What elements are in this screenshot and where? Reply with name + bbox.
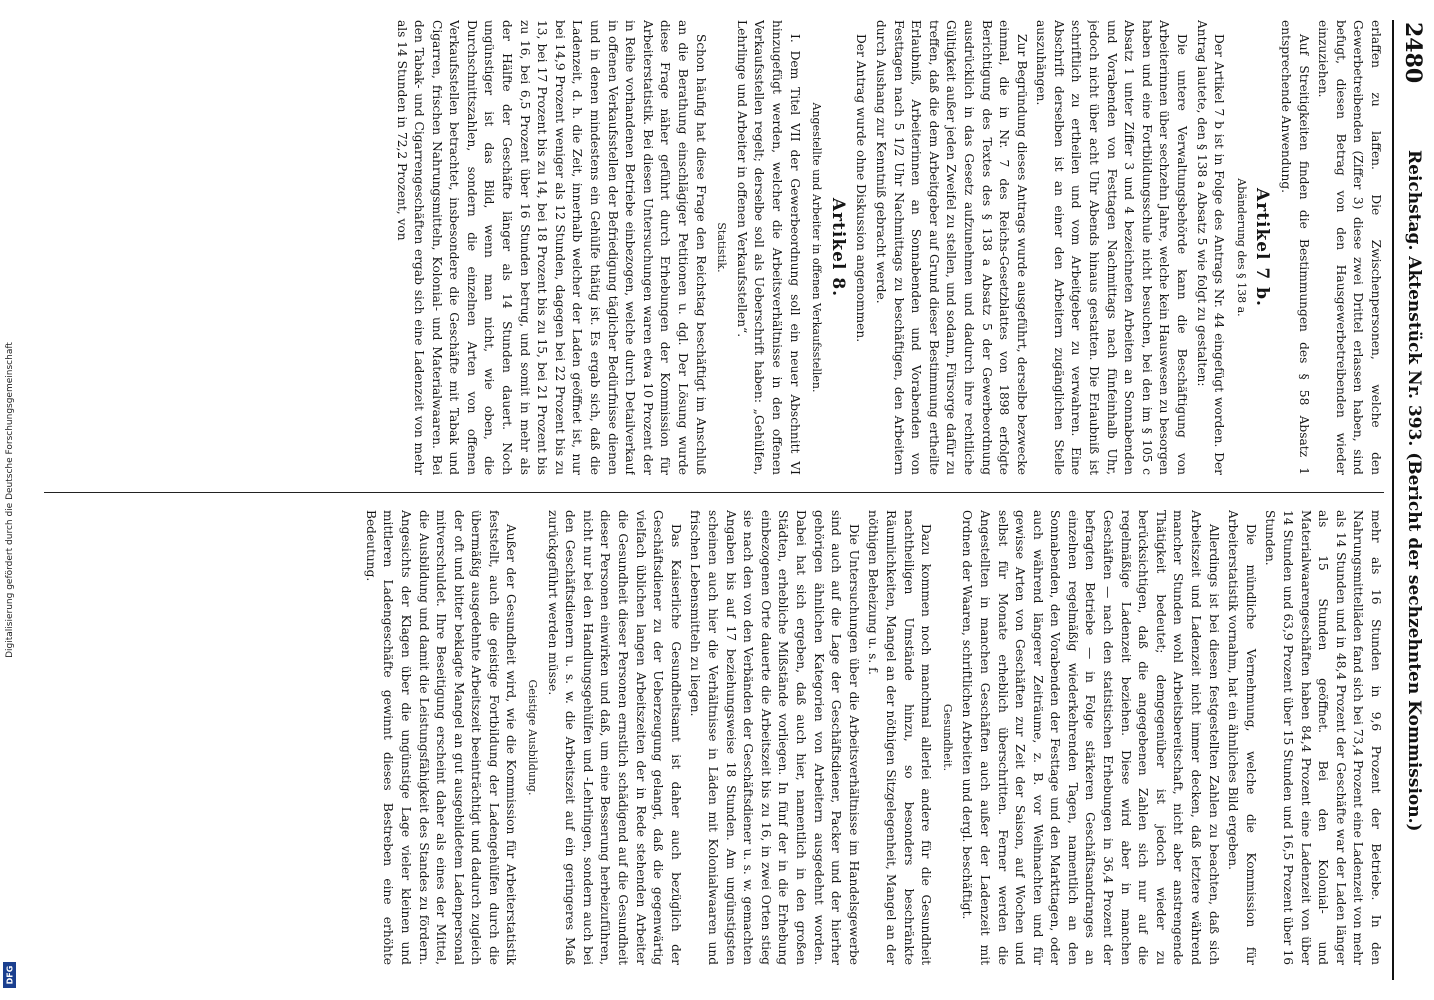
digitization-note-text: Digitalisierung gefördert durch die Deutsche Forschungsgemeinschaft (5, 342, 15, 658)
article-heading: Artikel 7 b. (1252, 188, 1273, 307)
running-title: Reichstag. Aktenstück Nr. 393. (Bericht der sechzehnten Kommission.) (1404, 150, 1424, 832)
section-label: Statistik. (715, 222, 729, 273)
left-column (39, 20, 1384, 475)
paragraph: I. Dem Titel VII der Gewerbeordnung soll ein neuer Abschnitt VI hinzugefügt werden, welcher die Arbeitsverhältnisse in den offenen Verkaufsstellen regelt; derselbe soll als Ueberschrift haben: „Gehülfen, Lehrlinge und Arbeiter in offenen Verkaufsstellen“. (734, 20, 802, 475)
article-heading: Artikel 8. (827, 197, 848, 298)
paragraph: Allerdings ist bei diesen festgestellten Zahlen zu beachten, daß sich Arbeitszeit und Ladenzeit nicht immer decken, daß letztere während mancher Stunden wohl Arbeitsbereitschaft, nicht aber anstrengende Thätigkeit bedeutet; demgegenüber ist jedoch wieder zu berücksichtigen, daß die angegebenen Zahlen sich nur auf die regelmäßige Ladenzeit beziehen. Diese wird aber in manchen Geschäften — nach den statistischen Erhebungen in 36,4 Prozent der befragten Betriebe — in Folge stärkeren Geschäftsandranges an einzelnen regelmäßig wiederkehrenden Tagen, namentlich an den Sonnabenden, den Vorabenden der Festtage und den Markttagen, oder auch während längerer Zeiträume, z. B. vor Weihnachten und für gewisse Arten von Geschäften zur Zeit der Saison, auf Wochen und selbst für Monate erheblich überschritten. Ferner werden die Angestellten in manchen Geschäften auch außer der Ladenzeit mit Ordnen der Waaren, schriftlichen Arbeiten und dergl. beschäftigt. (960, 510, 1221, 965)
digitization-note (0, 0, 20, 1000)
page-header (1392, 20, 1434, 980)
right-column (39, 510, 1384, 965)
article-subheading: Angestellte und Arbeiter in offenen Verkaufsstellen. (810, 102, 824, 393)
dfg-logo (3, 962, 16, 988)
paragraph: Zur Begründung dieses Antrags wurde ausgeführt, derselbe bezwecke einmal, die in Nr. 7 des Reichs-Gesetzblattes von 1898 erfolgte Berichtigung des Textes des § 138 a Absatz 5 der Gewerbeordnung ausdrücklich in das Gesetz aufzunehmen und dadurch ihre rechtliche Gültigkeit außer jeden Zweifel zu stellen, und sodann, Fürsorge dafür zu treffen, daß die dem Arbeitgeber auf Grund dieser Bestimmung ertheilte Erlaubniß, Arbeiterinnen an Sonnabenden und Vorabenden von Festtagen nach 5 1/2 Uhr Nachmittags zu beschäftigen, den Arbeitern durch Aushang zur Kenntniß gebracht werde. (873, 20, 1029, 475)
paragraph: Die mündliche Vernehmung, welche die Kommission für Arbeiterstatistik vornahm, hat ein ähnliches Bild ergeben. (1226, 510, 1258, 965)
dfg-logo-text: DFG (5, 965, 14, 985)
article-subheading: Abänderung des § 138 a. (1234, 178, 1248, 317)
paragraph: Der Antrag wurde ohne Diskussion angenommen. (854, 34, 869, 343)
paragraph: Die Untersuchungen über die Arbeitsverhältnisse im Handelsgewerbe sind auch auf die Lage der Geschäftsdiener, Packer und der hierher gehörigen ähnlichen Kategorien von Arbeitern ausgedehnt worden. Dabei hat sich ergeben, daß auch hier, namentlich in den großen Städten, erhebliche Mißstände vorliegen. In fünf der in die Erhebung einbezogenen Orte dauerte die Arbeitszeit bis zu 16, in zwei Orten stieg sie nach den von den Verbänden der Geschäftsdiener u. s. w. gemachten Angaben bis auf 17 beziehungsweise 18 Stunden. Am ungünstigsten scheinen auch hier die Verhältnisse in Läden mit Kolonialwaaren und frischen Lebensmitteln zu liegen. (688, 510, 861, 965)
paragraph: erlaffen zu laffen. Die Zwischenpersonen, welche den Gewerbetreibenden (Ziffer 3) diese zwei Drittel erlassen haben, sind befugt, diesen Betrag von den Hausgewerbetreibenden wieder einzuziehen. (1316, 20, 1383, 475)
paragraph: Schon häufig hat diese Frage den Reichstag beschäftigt im Anschluß an die Berathung einschlägiger Petitionen u. dgl. Der Lösung wurde diese Frage näher geführt durch Erhebungen der Kommission für Arbeiterstatistik. Bei diesen Untersuchungen waren etwa 10 Prozent der in Reihe vorhandenen Betriebe einbezogen, welche durch Detailverkauf in offenen Verkaufsstellen der Befriedigung täglicher Bedürfnisse dienen und in denen mindestens ein Gehülfe thätig ist. Es ergab sich, daß die Ladenzeit, d. h. die Zeit, innerhalb welcher der Laden geöffnet ist, nur bei 14,9 Prozent weniger als 12 Stunden, dagegen bei 22 Prozent bis zu 13, bei 17 Prozent bis zu 14, bei 18 Prozent bis zu 15, bei 21 Prozent bis zu 16, bei 6,5 Prozent über 16 Stunden betrug, und somit in mehr als der Hälfte der Geschäfte länger als 14 Stunden dauert. Noch ungünstiger ist das Bild, wenn man nicht, wie oben, die Durchschnittszahlen, sondern die einzelnen Arten von offenen Verkaufsstellen betrachtet, insbesondere die Geschäfte mit Tabak und Cigarren, frischen Nahrungsmitteln, Kolonial- und Materialwaaren. Bei den Tabak- und Cigarrengeschäften ergab sich eine Ladenzeit von mehr als 14 Stunden in 72,2 Prozent, von (394, 20, 708, 475)
paragraph: Außer der Gesundheit wird, wie die Kommission für Arbeiterstatistik feststellt, auch die geistige Fortbildung der Ladengehülfen durch die übermäßig ausgedehnte Arbeitszeit beeinträchtigt und dadurch zugleich der oft und bitter beklagte Mangel an gut ausgebildetem Ladenpersonal mitverschuldet. Ihre Beseitigung erscheint daher als eines der Mittel, die Ausbildung und damit die Leistungsfähigkeit des Standes zu fördern. Angesichts der Klagen über die ungünstige Lage vieler kleinen und mittleren Ladengeschäfte gewinnt dieses Bestreben eine erhöhte Bedeutung. (363, 510, 519, 965)
paragraph: Die untere Verwaltungsbehörde kann die Beschäftigung von Arbeiterinnen über sechzehn Jahre, welche kein Hauswesen zu besorgen haben und eine Fortbildungsschule nicht besuchen, bei den im § 105 c Absatz 1 unter Ziffer 3 und 4 bezeichneten Arbeiten an Sonnabenden und Vorabenden von Festtagen Nachmittags nach fünfeinhalb Uhr, jedoch nicht über acht Uhr Abends hinaus gestatten. Die Erlaubniß ist schriftlich zu ertheilen und vom Arbeitgeber zu verwahren. Eine Abschrift derselben ist an einer den Arbeitern zugänglichen Stelle auszuhängen. (1034, 20, 1190, 475)
paragraph: Auf Streitigkeiten finden die Bestimmungen des § 58 Absatz 1 entsprechende Anwendung. (1279, 20, 1311, 475)
paragraph: Dazu kommen noch manchmal allerlei andere für die Gesundheit nachtheiligen Umstände hinzu, so besonders beschränkte Räumlichkeiten, Mangel an der nöthigen Sitzgelegenheit, Mangel an der nöthigen Beheizung u. s. f. (866, 510, 934, 965)
section-label: Gesundheit. (940, 703, 954, 772)
section-label: Geistige Ausbildung. (526, 679, 540, 796)
rotated-page (34, 20, 1434, 980)
paragraph: Der Artikel 7 b ist in Folge des Antrags Nr. 44 eingefügt worden. Der Antrag lautete, den § 138 a Absatz 5 wie folgt zu gestalten: (1194, 20, 1227, 475)
column-divider (44, 492, 1384, 493)
paragraph: mehr als 16 Stunden in 9,6 Prozent der Betriebe. In den Nahrungsmittelläden fand sich bei 73,4 Prozent eine Ladenzeit von mehr als 14 Stunden und in 48,4 Prozent der Geschäfte war der Laden länger als 15 Stunden geöffnet. Bei den Kolonial- und Materialwaarengeschäften haben 84,4 Prozent eine Ladenzeit von über 14 Stunden und 63,9 Prozent über 15 Stunden und 16,5 Prozent über 16 Stunden. (1263, 510, 1383, 965)
paragraph: Das Kaiserliche Gesundheitsamt ist daher auch bezüglich der Geschäftsdiener zu der Ueberzeugung gelangt, daß die gegenwärtig vielfach üblichen langen Arbeitszeiten der in Rede stehenden Arbeiter die Gesundheit dieser Personen ernstlich schädigend auf die Gesundheit dieser Personen einwirken und daß, um eine Besserung herbeizuführen, nicht nur bei den Handlungsgehülfen und -Lehrlingen, sondern auch bei den Geschäftsdienern u. s. w. die Arbeitszeit auf ein geringeres Maß zurückgeführt werden müsse. (545, 510, 683, 965)
page-number: 2480 (1400, 22, 1426, 84)
